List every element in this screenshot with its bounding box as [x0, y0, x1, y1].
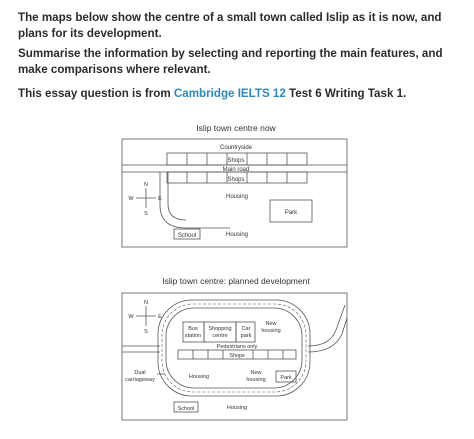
map-now-side-road-inner [160, 172, 230, 228]
map-planned-bus-station-box [183, 322, 204, 342]
map-planned-shopping-centre-label-1: Shopping [208, 326, 232, 332]
map-now-housing-bottom-label: Housing [225, 232, 249, 238]
map-planned-car-park-label-1: Car [241, 326, 251, 332]
intro-paragraph-2: Summarise the information by selecting and reporting the main features, and make comparisons where relevant. [18, 47, 443, 76]
map-now-frame [122, 139, 347, 247]
map-planned-dual-carriageway-label-1: Dual [134, 370, 146, 376]
map-now-school-label: School [177, 233, 197, 239]
source-suffix: Test 6 Writing Task 1. [285, 87, 407, 100]
source-prefix: This essay question is from [18, 87, 174, 100]
map-planned-new-housing-top-label-1: New [265, 321, 277, 327]
map-now-compass-n: N [144, 182, 148, 188]
map-planned-new-housing-bottom-label-1: New [250, 370, 262, 376]
map-now-compass-s: S [144, 211, 148, 217]
map-now-shops-bottom-label: Shops [227, 177, 245, 183]
map-now-countryside-label: Countryside [219, 145, 253, 151]
map-now-side-road-outer [168, 172, 186, 220]
map-planned-compass-n: N [144, 300, 148, 306]
map-now-compass-w: W [128, 196, 134, 202]
map-planned-housing-bottom-label: Housing [226, 405, 248, 411]
map-planned-car-park-box [236, 322, 255, 342]
map-planned-bus-station-label-1: Bus [188, 326, 198, 332]
map-now-housing-top-label: Housing [225, 194, 249, 200]
map-planned-shopping-centre-box [204, 322, 236, 342]
map-now-shops-top-label: Shops [227, 158, 245, 164]
map-planned-title: Islip town centre: planned development [162, 276, 310, 286]
map-planned-new-housing-top-label-2: housing [261, 328, 281, 334]
map-planned-compass-s: S [144, 329, 148, 335]
map-planned-dual-carriageway-label-2: carriageway [125, 377, 155, 383]
map-planned-shops-label: Shops [229, 353, 245, 359]
map-planned-car-park-label-2: park [240, 333, 252, 339]
map-planned-park-label: Park [280, 375, 292, 381]
map-now-park-label: Park [284, 210, 298, 216]
map-now-title: Islip town centre now [196, 123, 276, 133]
map-planned-compass-e: E [158, 314, 162, 320]
map-planned-new-housing-bottom-label-2: housing [246, 377, 266, 383]
map-planned-bus-station-label-2: station [184, 333, 202, 339]
cambridge-ielts-link[interactable]: Cambridge IELTS 12 [173, 87, 286, 100]
map-planned-pedestrians-only-label: Pedestrians only [216, 344, 258, 350]
map-planned-shopping-centre-label-2: centre [212, 333, 228, 339]
map-planned-housing-label: Housing [188, 374, 210, 380]
map-now-main-road-label: Main road [222, 167, 250, 173]
map-now [122, 139, 347, 247]
map-planned-compass-w: W [128, 314, 134, 320]
map-now-compass-e: E [158, 196, 162, 202]
map-planned-school-label: School [177, 406, 195, 412]
intro-paragraph-1: The maps below show the centre of a small town called Islip as it is now, and plans for its development. [18, 11, 442, 40]
